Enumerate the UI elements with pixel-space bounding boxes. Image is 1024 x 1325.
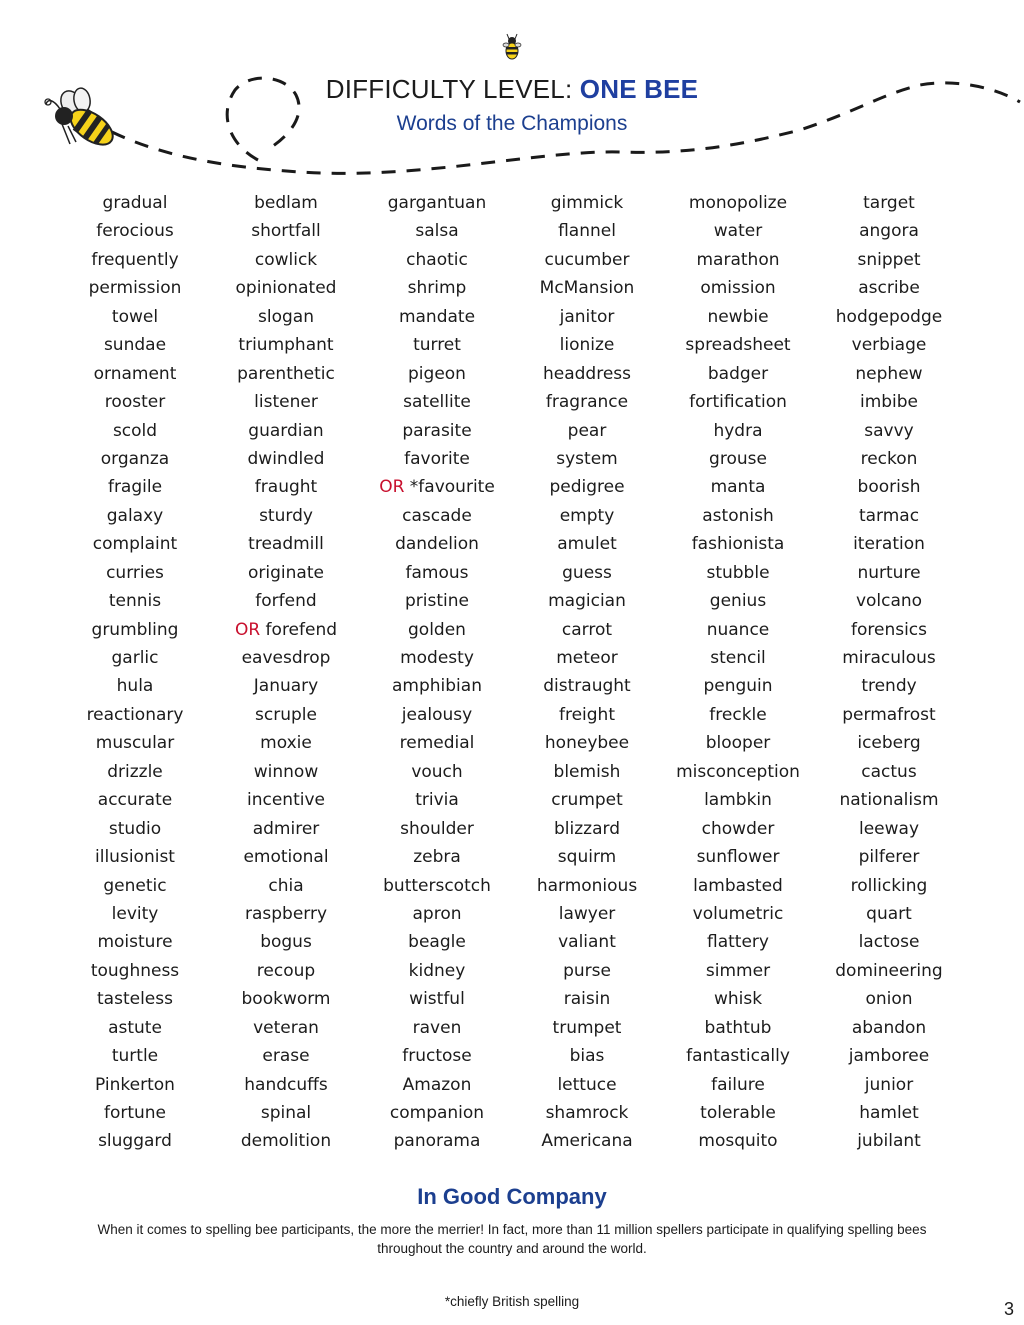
spelling-word: bookworm	[241, 989, 331, 1010]
spelling-word: astute	[108, 1017, 162, 1038]
spelling-word: lambasted	[693, 875, 783, 896]
spelling-word: raven	[412, 1017, 462, 1038]
spelling-word: distraught	[543, 676, 631, 697]
spelling-word: angora	[859, 221, 919, 242]
spelling-word: crumpet	[551, 790, 623, 811]
spelling-word: hydra	[713, 420, 763, 441]
spelling-word: shoulder	[400, 818, 474, 839]
spelling-word: listener	[254, 392, 318, 413]
spelling-word: handcuffs	[244, 1074, 328, 1095]
spelling-word: curries	[106, 562, 164, 583]
spelling-word: raisin	[563, 989, 611, 1010]
spelling-word: salsa	[415, 221, 459, 242]
spelling-word: complaint	[92, 534, 178, 555]
spelling-word: turtle	[111, 1046, 159, 1067]
spelling-word: monopolize	[688, 193, 788, 213]
spelling-word: failure	[711, 1074, 765, 1095]
spelling-word: shrimp	[407, 278, 467, 299]
spelling-word: parasite	[402, 420, 472, 441]
spelling-word: flattery	[707, 932, 769, 953]
spelling-word: recoup	[256, 960, 316, 981]
spelling-word: Amazon	[402, 1074, 472, 1095]
page-title	[0, 74, 1024, 105]
spelling-word: imbibe	[859, 392, 919, 413]
spelling-word: pigeon	[408, 363, 466, 384]
spelling-word: modesty	[400, 648, 474, 668]
spelling-word: January	[253, 676, 319, 697]
alternate-spelling	[211, 616, 361, 644]
spelling-word: honeybee	[544, 733, 630, 754]
spelling-word: fraught	[254, 477, 318, 498]
spelling-word: bathtub	[704, 1017, 772, 1038]
spelling-word: domineering	[835, 960, 943, 981]
spelling-word: cactus	[861, 761, 917, 782]
spelling-word: cascade	[402, 505, 472, 526]
spelling-word: demolition	[240, 1131, 332, 1152]
spelling-word: dandelion	[395, 534, 479, 555]
page-number: 3	[1003, 1299, 1014, 1319]
spelling-word: treadmill	[248, 534, 324, 555]
spelling-word: golden	[408, 619, 466, 640]
spelling-word: ferocious	[96, 221, 174, 242]
spelling-word: emotional	[243, 847, 329, 868]
spelling-word: freckle	[709, 704, 767, 725]
spelling-word: zebra	[413, 847, 461, 868]
spelling-word: omission	[700, 278, 776, 299]
title-prefix: DIFFICULTY LEVEL:	[325, 74, 580, 104]
spelling-word: mandate	[398, 306, 476, 327]
difficulty-level: ONE BEE	[579, 74, 699, 104]
spelling-word: savvy	[864, 420, 914, 441]
spelling-word: ascribe	[858, 278, 920, 299]
spelling-word: sundae	[103, 335, 167, 356]
spelling-word: scruple	[255, 704, 317, 725]
alternate-word: forefend	[260, 619, 338, 640]
spelling-word: turret	[413, 335, 461, 356]
footnote: *chiefly British spelling	[444, 1294, 580, 1309]
spelling-word: muscular	[95, 733, 175, 754]
spelling-word: mosquito	[698, 1131, 778, 1152]
spelling-word: lambkin	[704, 790, 772, 811]
spelling-word: nationalism	[839, 790, 939, 811]
spelling-word: moisture	[97, 932, 173, 953]
spelling-word: spinal	[260, 1103, 312, 1123]
spelling-word: chia	[268, 875, 304, 896]
spelling-word: tasteless	[97, 989, 173, 1010]
spelling-word: iceberg	[857, 733, 921, 754]
spelling-word: lactose	[858, 932, 920, 953]
spelling-word: gimmick	[550, 193, 624, 213]
spelling-word: verbiage	[851, 335, 927, 356]
spelling-word: reactionary	[86, 704, 184, 725]
or-marker: OR	[234, 619, 261, 640]
spelling-word: jamboree	[848, 1046, 930, 1067]
spelling-word: pedigree	[549, 477, 625, 498]
spelling-word: freight	[558, 704, 615, 725]
spelling-word: nurture	[857, 562, 921, 583]
spelling-word: amulet	[557, 534, 617, 555]
spelling-word: gradual	[102, 193, 168, 213]
spelling-word: illusionist	[95, 847, 175, 868]
spelling-word: raspberry	[244, 903, 328, 924]
spelling-word: misconception	[676, 761, 800, 782]
spelling-word: whisk	[713, 989, 763, 1010]
word-column-4	[512, 189, 662, 1156]
spelling-word: janitor	[559, 306, 615, 327]
spelling-word: jubilant	[857, 1131, 921, 1152]
spelling-word: manta	[710, 477, 766, 498]
spelling-word: Americana	[541, 1131, 633, 1152]
spelling-word: erase	[262, 1046, 310, 1067]
spelling-word: volcano	[855, 591, 923, 612]
spelling-word: quart	[866, 903, 912, 924]
spelling-word: guess	[562, 562, 612, 583]
spelling-word: studio	[108, 818, 162, 839]
spelling-word: gargantuan	[387, 193, 487, 213]
spelling-word: genetic	[103, 875, 167, 896]
spelling-word: admirer	[252, 818, 320, 839]
spelling-word: lionize	[559, 335, 615, 356]
spelling-word: garlic	[111, 648, 159, 668]
spelling-word: fashionista	[691, 534, 785, 555]
spelling-word: winnow	[253, 761, 319, 782]
spelling-word: grumbling	[91, 619, 179, 640]
spelling-word: permission	[88, 278, 182, 299]
spelling-word: kidney	[408, 960, 466, 981]
spelling-word: blizzard	[554, 818, 620, 839]
spelling-word: dwindled	[247, 448, 325, 469]
spelling-word: parenthetic	[237, 363, 335, 384]
spelling-word: valiant	[558, 932, 616, 953]
spelling-word: hula	[116, 676, 154, 697]
spelling-word: drizzle	[107, 761, 163, 782]
spelling-word: companion	[389, 1103, 485, 1123]
spelling-word: flannel	[558, 221, 616, 242]
spelling-word: cucumber	[544, 249, 630, 270]
spelling-word: onion	[865, 989, 913, 1010]
spelling-word: satellite	[403, 392, 471, 413]
spelling-word: forfend	[255, 591, 317, 612]
spelling-word: sunflower	[696, 847, 780, 868]
spelling-word: chaotic	[406, 249, 468, 270]
spelling-word: famous	[405, 562, 469, 583]
spelling-word: guardian	[248, 420, 324, 441]
section-heading: In Good Company	[417, 1184, 607, 1209]
spelling-word: reckon	[860, 448, 918, 469]
spelling-word: triumphant	[238, 335, 334, 356]
spelling-word: sturdy	[259, 505, 313, 526]
spelling-word: trivia	[415, 790, 459, 811]
spelling-word: marathon	[696, 249, 780, 270]
spelling-word: miraculous	[842, 648, 936, 668]
spelling-word: genius	[709, 591, 767, 612]
spelling-word: bogus	[260, 932, 312, 953]
spelling-word: favorite	[404, 448, 470, 469]
alternate-word: *favourite	[404, 477, 495, 498]
spelling-word: pear	[567, 420, 607, 441]
spelling-word: water	[713, 221, 763, 242]
spelling-word: astonish	[702, 505, 774, 526]
spelling-word: toughness	[90, 960, 180, 981]
spelling-word: fragile	[107, 477, 163, 498]
spelling-word: trendy	[861, 676, 917, 697]
spelling-word: forensics	[850, 619, 928, 640]
spelling-word: ornament	[93, 363, 177, 384]
small-bee-icon	[502, 33, 522, 61]
spelling-word: fragrance	[545, 392, 629, 413]
spelling-word: rollicking	[850, 875, 928, 896]
spelling-word: panorama	[393, 1131, 481, 1152]
spelling-word: bedlam	[254, 193, 318, 213]
spelling-word: hamlet	[859, 1103, 919, 1123]
word-column-6	[814, 189, 964, 1156]
spelling-word: levity	[111, 903, 159, 924]
spelling-word: cowlick	[254, 249, 318, 270]
spelling-word: permafrost	[842, 704, 936, 725]
spelling-word: originate	[248, 562, 324, 583]
spelling-word: leeway	[858, 818, 920, 839]
spelling-word: stubble	[706, 562, 770, 583]
spelling-word: grouse	[709, 448, 767, 469]
spelling-word: beagle	[408, 932, 466, 953]
spelling-word: amphibian	[392, 676, 482, 697]
spelling-word: tolerable	[700, 1103, 776, 1123]
spelling-word: newbie	[707, 306, 769, 327]
word-column-1	[60, 189, 210, 1156]
spelling-word: organza	[100, 448, 170, 469]
spelling-word: badger	[707, 363, 769, 384]
spelling-word: purse	[563, 960, 611, 981]
spelling-word: blooper	[705, 733, 771, 754]
or-marker: OR	[379, 477, 405, 498]
word-column-2	[211, 189, 361, 1156]
spelling-word: harmonious	[536, 875, 638, 896]
spelling-word: lawyer	[558, 903, 616, 924]
spelling-word: chowder	[701, 818, 775, 839]
spelling-word: boorish	[857, 477, 921, 498]
word-column-5	[663, 189, 813, 1156]
spelling-word: Pinkerton	[95, 1074, 175, 1095]
spelling-word: volumetric	[692, 903, 784, 924]
spelling-word: trumpet	[552, 1017, 622, 1038]
spelling-word: penguin	[703, 676, 773, 697]
spelling-word: meteor	[556, 648, 618, 668]
spelling-word: butterscotch	[383, 875, 491, 896]
spelling-word: blemish	[553, 761, 621, 782]
spelling-word: nuance	[706, 619, 770, 640]
spelling-word: fortification	[689, 392, 787, 413]
spelling-word: squirm	[557, 847, 617, 868]
spelling-word: bias	[569, 1046, 605, 1067]
spelling-word: McMansion	[539, 278, 635, 299]
spelling-word: sluggard	[98, 1131, 172, 1152]
spelling-word: hodgepodge	[835, 306, 943, 327]
spelling-word: stencil	[710, 648, 766, 668]
spelling-word: target	[863, 193, 915, 213]
page-subtitle: Words of the Champions	[396, 112, 628, 135]
spelling-word: frequently	[91, 249, 179, 270]
spelling-word: towel	[111, 306, 159, 327]
spelling-word: accurate	[97, 790, 173, 811]
spelling-word: vouch	[411, 761, 463, 782]
spelling-word: jealousy	[401, 704, 473, 725]
spelling-word: magician	[548, 591, 626, 612]
spelling-word: scold	[112, 420, 158, 441]
spelling-word: pilferer	[858, 847, 920, 868]
spelling-word: tarmac	[858, 505, 920, 526]
spelling-word: slogan	[258, 306, 314, 327]
spelling-word: system	[556, 448, 618, 469]
spelling-word: lettuce	[557, 1074, 617, 1095]
spelling-word: iteration	[853, 534, 925, 555]
spelling-word: remedial	[399, 733, 475, 754]
spelling-word: empty	[559, 505, 615, 526]
spelling-word: apron	[412, 903, 462, 924]
spelling-word: carrot	[561, 619, 613, 640]
spelling-word: pristine	[405, 591, 469, 612]
spelling-word: spreadsheet	[685, 335, 791, 356]
alternate-spelling	[362, 473, 512, 501]
word-column-3	[362, 189, 512, 1156]
spelling-word: galaxy	[106, 505, 164, 526]
spelling-word: junior	[864, 1074, 914, 1095]
spelling-word: veteran	[253, 1017, 319, 1038]
spelling-word: opinionated	[235, 278, 337, 299]
spelling-word: tennis	[108, 591, 162, 612]
spelling-word: incentive	[247, 790, 325, 811]
spelling-word: nephew	[855, 363, 923, 384]
spelling-word: headdress	[542, 363, 632, 384]
spelling-word: wistful	[409, 989, 465, 1010]
spelling-word: snippet	[857, 249, 921, 270]
spelling-word: fantastically	[686, 1046, 790, 1067]
spelling-word: eavesdrop	[241, 648, 331, 668]
spelling-word: moxie	[260, 733, 312, 754]
spelling-word: fructose	[402, 1046, 472, 1067]
spelling-word: abandon	[851, 1017, 927, 1038]
section-body: When it comes to spelling bee participants, the more the merrier! In fact, more than 11 million spellers participate in qualifying spelling bees throughout the country and around the world.	[97, 1222, 927, 1256]
spelling-word: rooster	[104, 392, 166, 413]
spelling-word: simmer	[705, 960, 771, 981]
spelling-word: fortune	[103, 1103, 167, 1123]
spelling-word: shortfall	[251, 221, 321, 242]
spelling-word: shamrock	[545, 1103, 629, 1123]
